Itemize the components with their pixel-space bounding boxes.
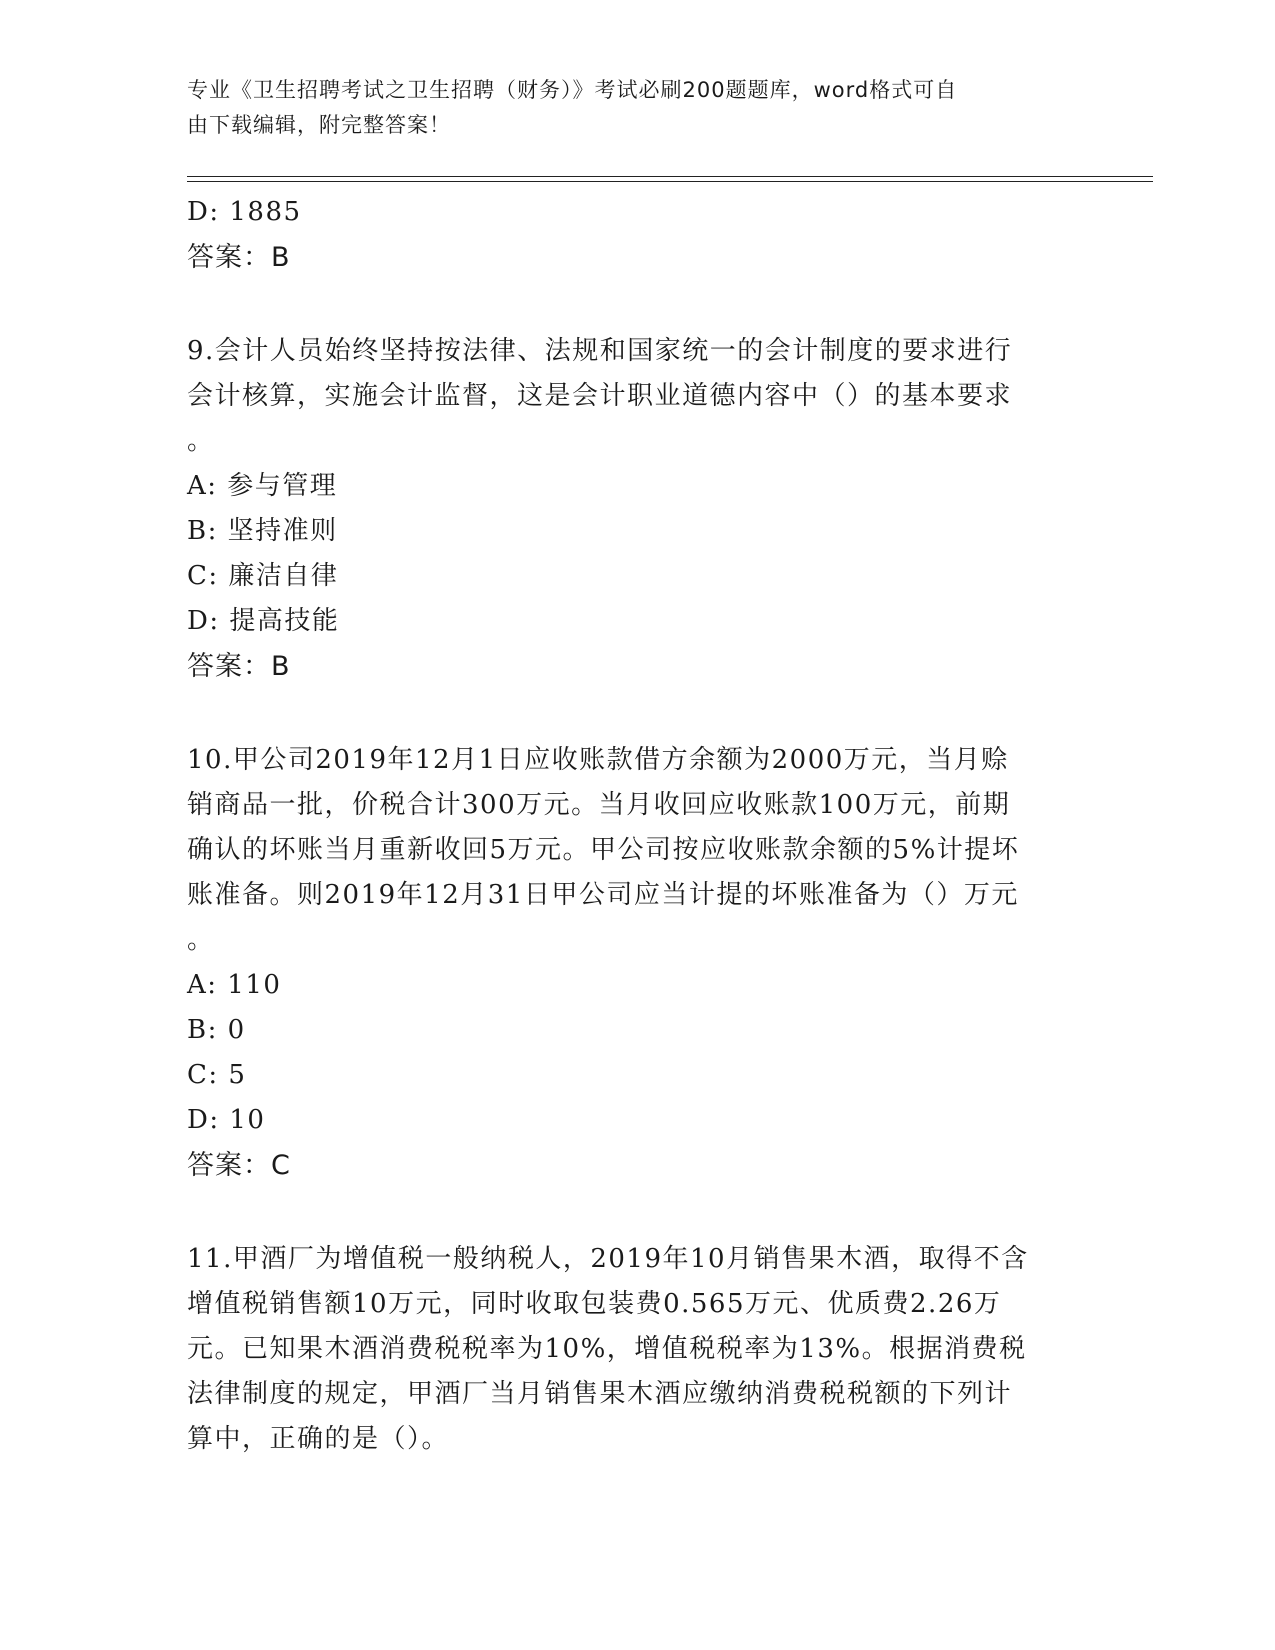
option-d: D: 1885 [187, 197, 302, 227]
answer: 答案：B [187, 651, 291, 682]
question-stem-line: 增值税销售额10万元，同时收取包装费0.565万元、优质费2.26万 [187, 1289, 1002, 1319]
header-divider-top [187, 176, 1153, 177]
header-title-line-1: 专业《卫生招聘考试之卫生招聘（财务）》考试必刷200题题库，word格式可自 [187, 78, 958, 102]
question-stem-line: 法律制度的规定，甲酒厂当月销售果木酒应缴纳消费税税额的下列计 [187, 1379, 1013, 1409]
question-stem-line: 10.甲公司2019年12月1日应收账款借方余额为2000万元，当月赊 [187, 745, 1009, 775]
question-stem-line: 。 [187, 426, 215, 456]
document-body [187, 190, 1087, 1462]
question-9 [187, 329, 1087, 690]
question-stem-line: 确认的坏账当月重新收回5万元。甲公司按应收账款余额的5%计提坏 [187, 835, 1020, 865]
question-stem-line: 。 [187, 925, 215, 955]
question-10 [187, 738, 1087, 1189]
question-11 [187, 1237, 1087, 1462]
question-stem-line: 11.甲酒厂为增值税一般纳税人，2019年10月销售果木酒，取得不含 [187, 1244, 1029, 1274]
option-d: D: 10 [187, 1105, 266, 1135]
header-title-line-2: 由下载编辑，附完整答案！ [187, 113, 451, 137]
answer: 答案：C [187, 1150, 291, 1181]
document-header [187, 73, 1067, 143]
question-stem-line: 元。已知果木酒消费税税率为10%，增值税税率为13%。根据消费税 [187, 1334, 1027, 1364]
spacer [187, 281, 1087, 329]
option-b: B: 0 [187, 1015, 246, 1045]
spacer [187, 1189, 1087, 1237]
question-stem-line: 会计核算，实施会计监督，这是会计职业道德内容中（）的基本要求 [187, 381, 1013, 411]
option-c: C: 廉洁自律 [187, 561, 339, 591]
option-a: A: 参与管理 [187, 471, 338, 501]
question-stem-line: 销商品一批，价税合计300万元。当月收回应收账款100万元，前期 [187, 790, 1011, 820]
option-a: A: 110 [187, 970, 282, 1000]
header-divider-bottom [187, 181, 1153, 182]
spacer [187, 690, 1087, 738]
question-stem-line: 算中，正确的是（）。 [187, 1424, 450, 1454]
option-b: B: 坚持准则 [187, 516, 338, 546]
option-d: D: 提高技能 [187, 606, 340, 636]
question-stem-line: 9.会计人员始终坚持按法律、法规和国家统一的会计制度的要求进行 [187, 336, 1013, 366]
answer: 答案：B [187, 242, 291, 273]
option-c: C: 5 [187, 1060, 247, 1090]
question-stem-line: 账准备。则2019年12月31日甲公司应当计提的坏账准备为（）万元 [187, 880, 1019, 910]
